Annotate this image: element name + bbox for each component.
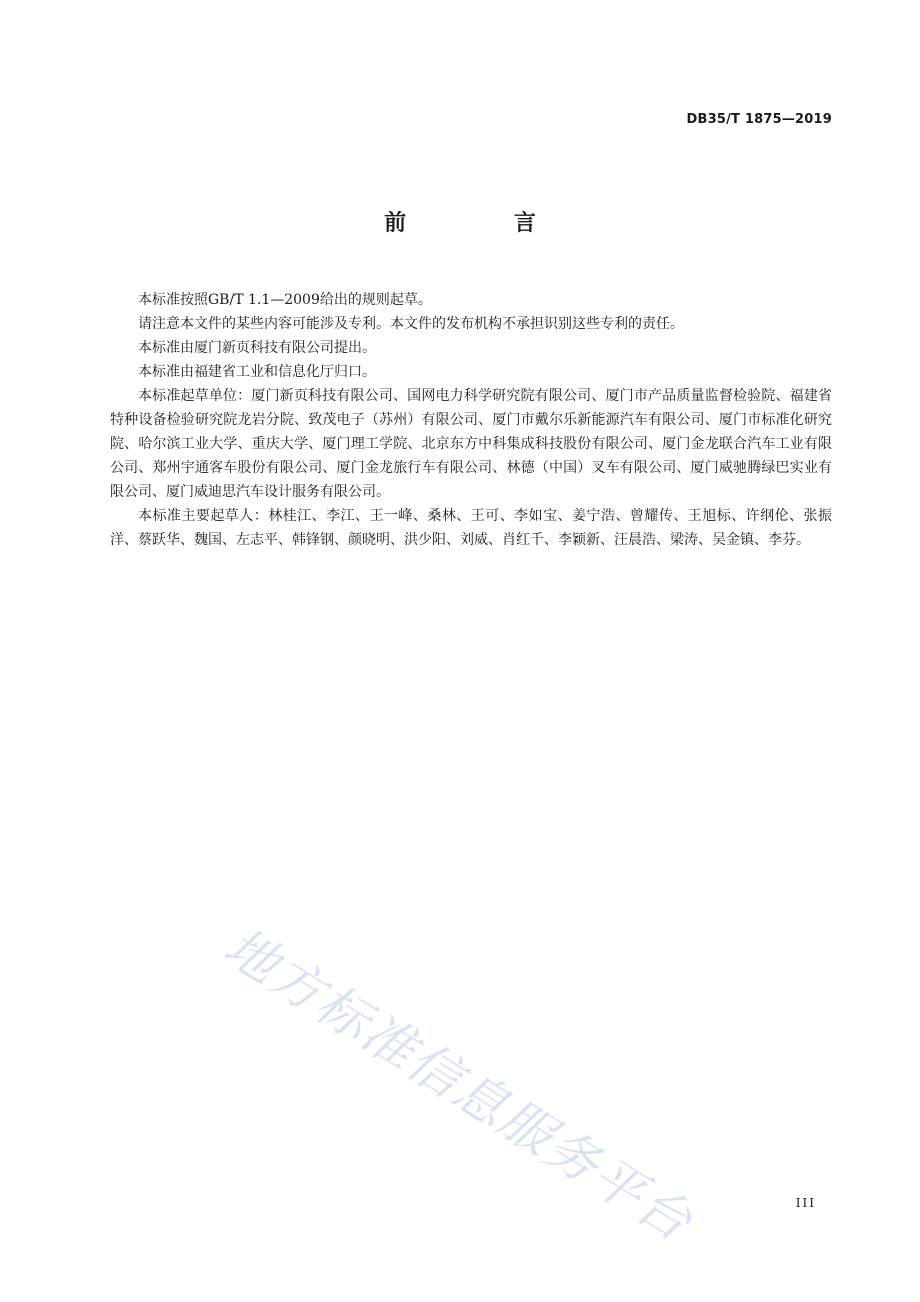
paragraph-drafters: 本标准主要起草人：林桂江、李江、王一峰、桑林、王可、李如宝、姜宁浩、曾耀传、王旭标、许纲伦、张振洋、蔡跃华、魏国、左志平、韩锋钢、颜晓明、洪少阳、刘威、肖红千、李颖新、汪晨浩、梁涛、吴金镇、李芬。 — [110, 508, 832, 548]
paragraph-patent-notice: 请注意本文件的某些内容可能涉及专利。本文件的发布机构不承担识别这些专利的责任。 — [138, 316, 684, 332]
body-text — [110, 288, 832, 552]
page-title: 前 言 — [384, 211, 586, 236]
paragraph-drafting-rules: 本标准按照GB/T 1.1—2009给出的规则起草。 — [138, 292, 432, 308]
paragraph-administrator: 本标准由福建省工业和信息化厅归口。 — [138, 364, 376, 380]
document-code: DB35/T 1875—2019 — [686, 112, 832, 127]
paragraph-proposer: 本标准由厦门新页科技有限公司提出。 — [138, 340, 376, 356]
paragraph-drafting-units: 本标准起草单位：厦门新页科技有限公司、国网电力科学研究院有限公司、厦门市产品质量监督检验院、福建省特种设备检验研究院龙岩分院、致茂电子（苏州）有限公司、厦门市戴尔乐新能源汽车有限公司、厦门市标准化研究院、哈尔滨工业大学、重庆大学、厦门理工学院、北京东方中科集成科技股份有限公司、厦门金龙联合汽车工业有限公司、郑州宇通客车股份有限公司、厦门金龙旅行车有限公司、林德（中国）叉车有限公司、厦门威驰腾绿巴实业有限公司、厦门威迪思汽车设计服务有限公司。 — [110, 388, 832, 500]
watermark: 地方标准信息服务平台 — [213, 916, 703, 1254]
page-number: III — [795, 1196, 816, 1210]
